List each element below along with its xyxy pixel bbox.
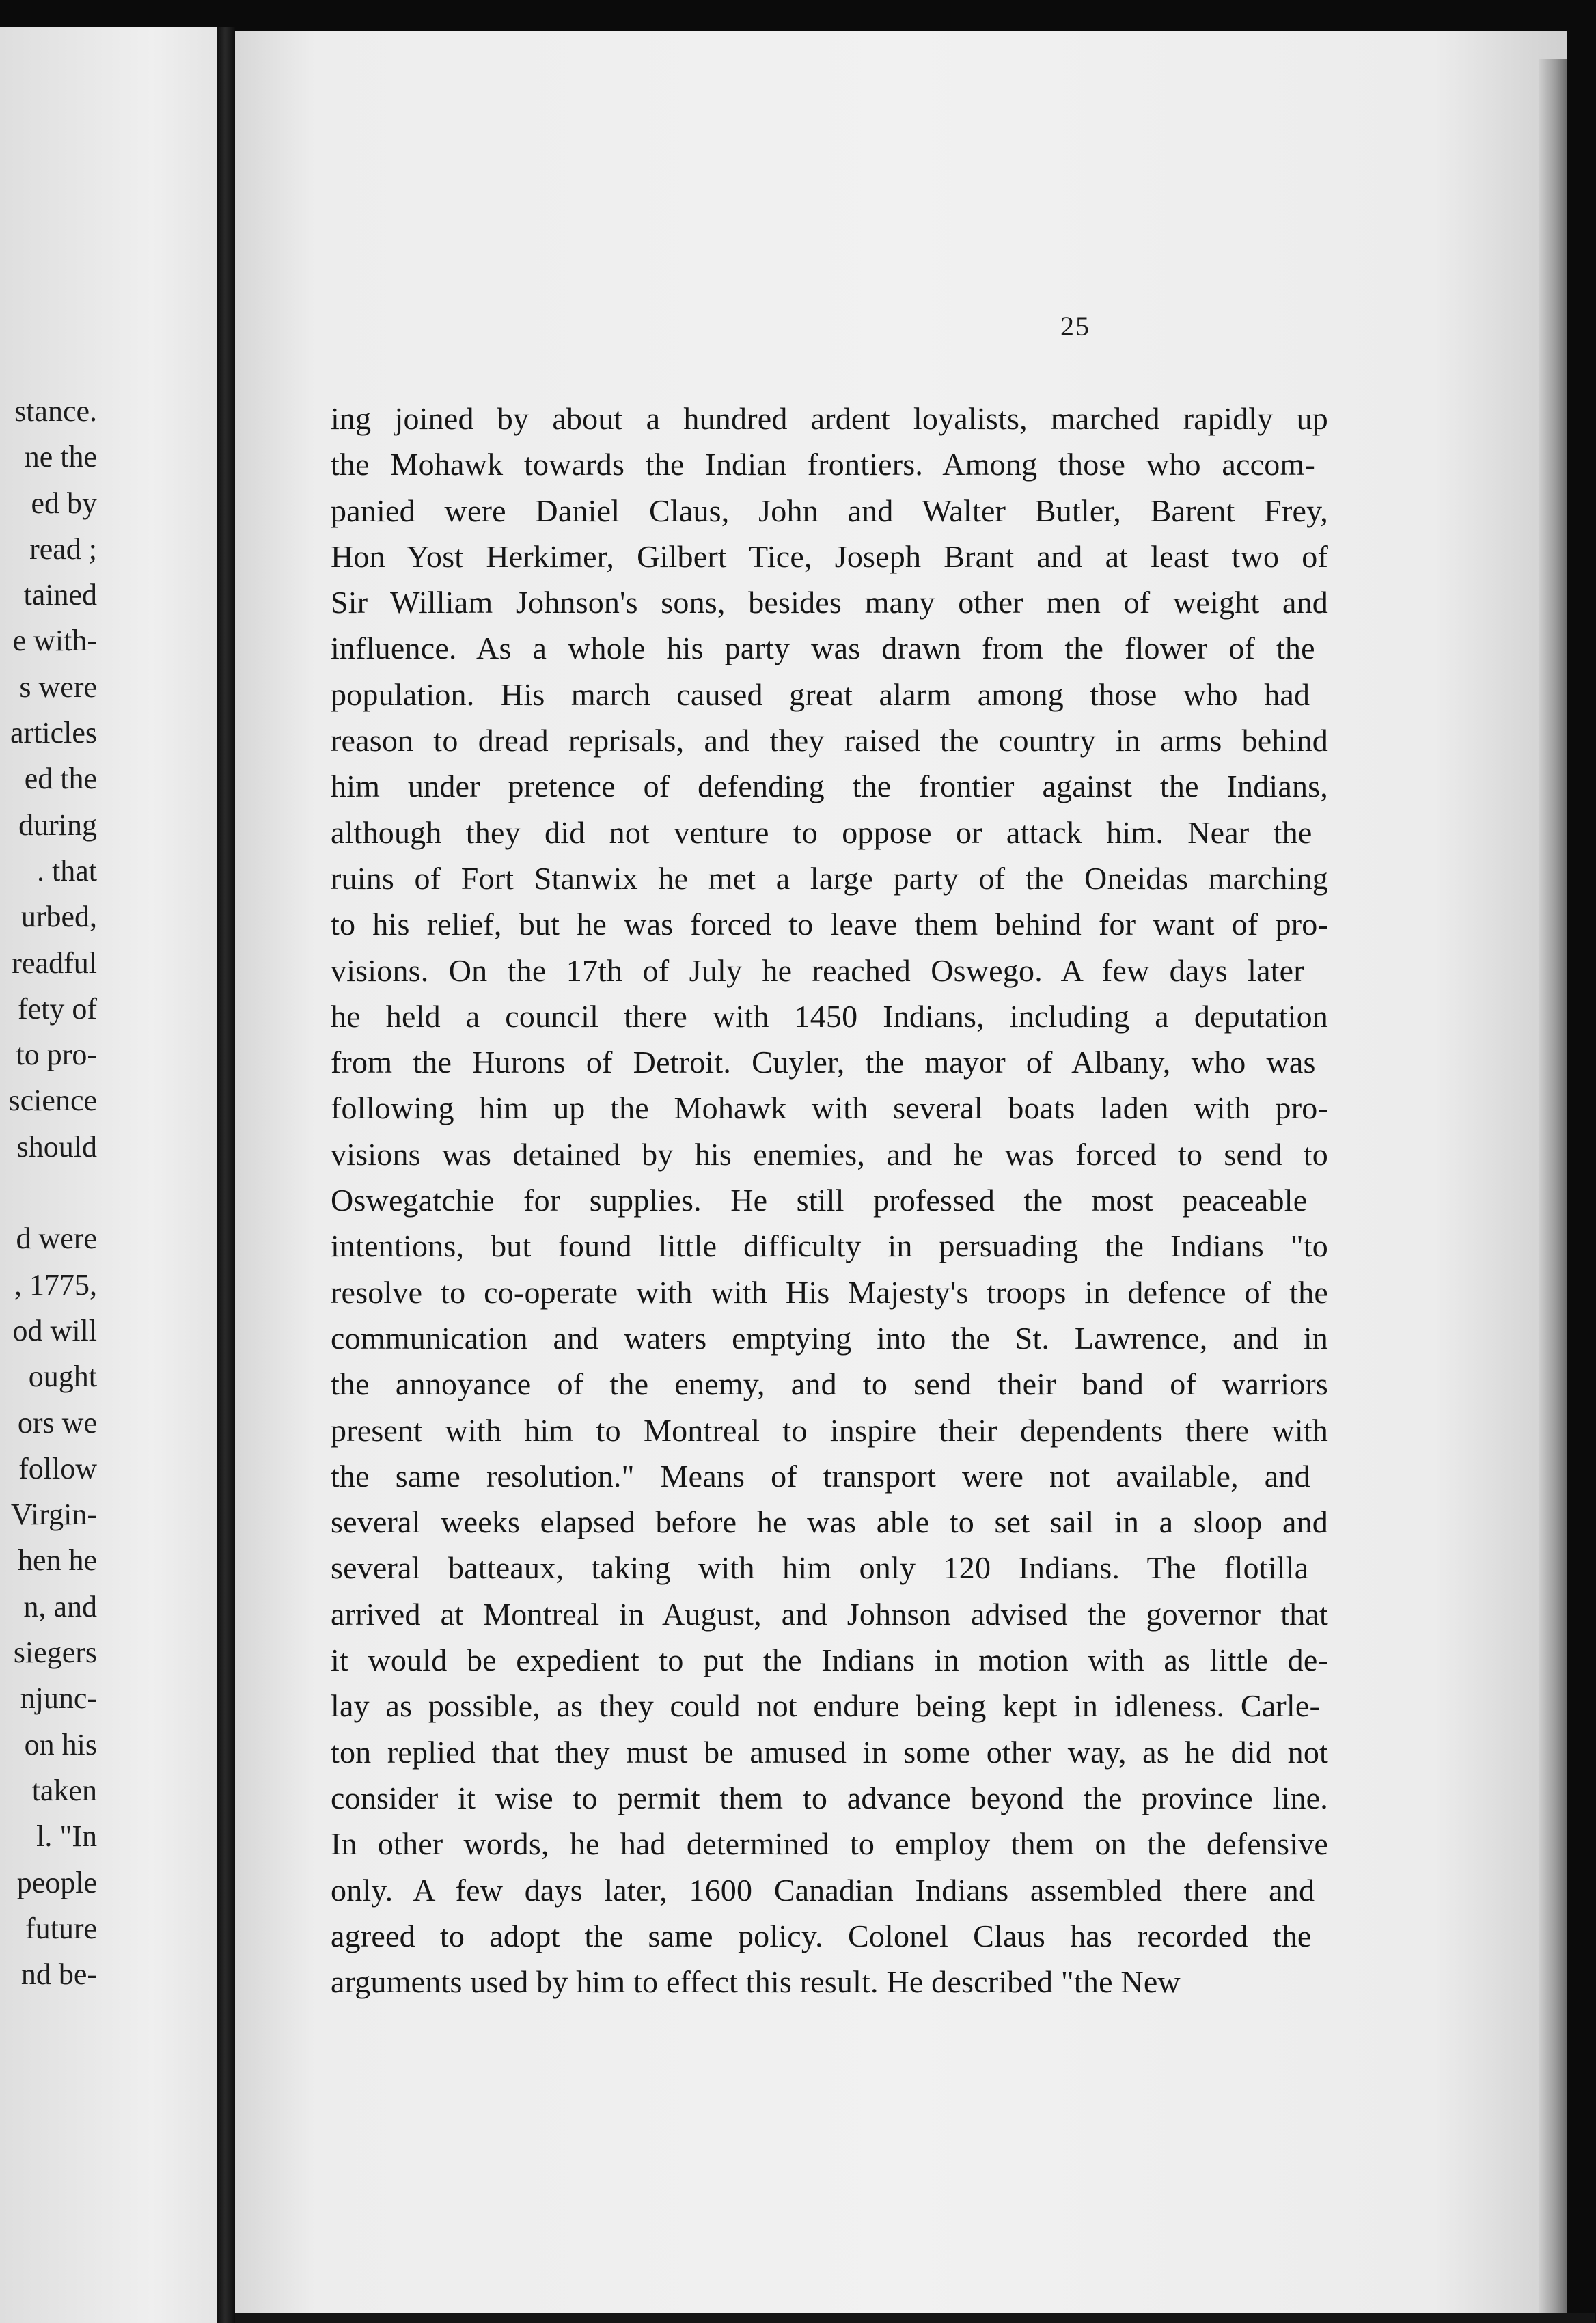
text-line: from the Hurons of Detroit. Cuyler, the mayor of Albany, who was xyxy=(331,1045,1316,1080)
facing-page-line: ne the xyxy=(24,440,97,474)
facing-page-line: l. "In xyxy=(36,1819,97,1854)
text-line: lay as possible, as they could not endure being kept in idleness. Carle- xyxy=(331,1688,1321,1724)
facing-page-line: read ; xyxy=(29,532,97,566)
facing-page-line: siegers xyxy=(13,1636,97,1670)
text-line: panied were Daniel Claus, John and Walter Butler, Barent Frey, xyxy=(331,493,1328,528)
text-line: arrived at Montreal in August, and Johnson advised the governor that xyxy=(331,1596,1328,1632)
text-line: influence. As a whole his party was drawn from the flower of the xyxy=(331,631,1315,666)
facing-page-line: stance. xyxy=(14,394,97,428)
facing-page-line: should xyxy=(16,1129,97,1164)
text-line: it would be expedient to put the Indians in motion with as little de- xyxy=(331,1642,1328,1678)
facing-page-line: science xyxy=(8,1084,97,1118)
text-line: following him up the Mohawk with several boats laden with pro- xyxy=(331,1090,1328,1126)
text-line: visions. On the 17th of July he reached Oswego. A few days later xyxy=(331,952,1304,988)
text-line: to his relief, but he was forced to leave them behind for want of pro- xyxy=(331,907,1328,942)
facing-page xyxy=(0,27,217,2323)
facing-page-line: njunc- xyxy=(20,1681,97,1716)
facing-page-line: future xyxy=(25,1911,97,1945)
facing-page-line: n, and xyxy=(23,1589,97,1623)
facing-page-line: tained xyxy=(23,578,97,612)
facing-page-line: people xyxy=(16,1865,97,1899)
text-line: reason to dread reprisals, and they raised the country in arms behind xyxy=(331,723,1328,758)
facing-page-line: fety of xyxy=(17,991,97,1026)
scan-bottom-edge xyxy=(235,2313,1595,2323)
facing-page-line: ed by xyxy=(31,486,97,520)
facing-page-line: nd be- xyxy=(20,1957,97,1992)
text-line: several weeks elapsed before he was able to set sail in a sloop and xyxy=(331,1504,1328,1540)
facing-page-line xyxy=(0,1170,97,1215)
text-line: resolve to co-operate with with His Majesty's troops in defence of the xyxy=(331,1274,1328,1310)
facing-page-line: urbed, xyxy=(20,900,97,934)
text-line: only. A few days later, 1600 Canadian Indians assembled there and xyxy=(331,1872,1315,1908)
text-line: although they did not venture to oppose or attack him. Near the xyxy=(331,814,1312,850)
facing-page-line: s were xyxy=(19,670,97,704)
text-line: ing joined by about a hundred ardent loyalists, marched rapidly up xyxy=(331,401,1328,436)
book-gutter xyxy=(217,27,235,2323)
facing-page-line: hen he xyxy=(17,1543,97,1578)
text-line: the annoyance of the enemy, and to send their band of warriors xyxy=(331,1366,1328,1402)
page-number: 25 xyxy=(1060,311,1090,342)
text-line: communication and waters emptying into the St. Lawrence, and in xyxy=(331,1320,1328,1356)
facing-page-line: readful xyxy=(12,946,97,980)
facing-page-line: Virgin- xyxy=(10,1498,97,1532)
facing-page-line: articles xyxy=(10,716,97,750)
facing-page-line: , 1775, xyxy=(14,1267,97,1302)
text-line: population. His march caused great alarm among those who had xyxy=(331,676,1310,712)
facing-page-line: on his xyxy=(24,1727,97,1761)
facing-page-line: to pro- xyxy=(16,1038,97,1072)
facing-page-line: follow xyxy=(18,1451,97,1485)
text-line: present with him to Montreal to inspire their dependents there with xyxy=(331,1412,1328,1448)
facing-page-line: d were xyxy=(16,1222,97,1256)
main-page xyxy=(235,31,1567,2313)
text-line: Sir William Johnson's sons, besides many other men of weight and xyxy=(331,585,1328,620)
text-line: he held a council there with 1450 Indians, including a deputation xyxy=(331,998,1328,1034)
facing-page-line: od will xyxy=(12,1313,97,1347)
facing-page-line: during xyxy=(18,808,97,842)
text-line: visions was detained by his enemies, and he was forced to send to xyxy=(331,1136,1328,1172)
facing-page-line: e with- xyxy=(12,624,97,658)
text-line: several batteaux, taking with him only 120 Indians. The flotilla xyxy=(331,1550,1309,1586)
facing-page-line: ed the xyxy=(24,762,97,796)
text-line: agreed to adopt the same policy. Colonel Claus has recorded the xyxy=(331,1918,1312,1953)
facing-page-text xyxy=(0,388,97,1997)
page-body-text xyxy=(331,396,1567,2005)
text-line: arguments used by him to effect this result. He described "the New xyxy=(331,1964,1181,2000)
facing-page-line: . that xyxy=(37,853,97,888)
text-line: intentions, but found little difficulty in persuading the Indians "to xyxy=(331,1228,1328,1264)
facing-page-line: ors we xyxy=(17,1405,97,1440)
text-line: him under pretence of defending the frontier against the Indians, xyxy=(331,769,1328,804)
text-line: consider it wise to permit them to advance beyond the province line. xyxy=(331,1780,1328,1815)
facing-page-line: taken xyxy=(31,1773,97,1807)
text-line: the Mohawk towards the Indian frontiers. Among those who accom- xyxy=(331,447,1315,482)
text-line: Hon Yost Herkimer, Gilbert Tice, Joseph Brant and at least two of xyxy=(331,538,1328,574)
text-line: Oswegatchie for supplies. He still professed the most peaceable xyxy=(331,1183,1308,1218)
text-line: ruins of Fort Stanwix he met a large party of the Oneidas marching xyxy=(331,860,1328,896)
text-line: ton replied that they must be amused in some other way, as he did not xyxy=(331,1734,1328,1770)
facing-page-line: ought xyxy=(28,1360,97,1394)
text-line: In other words, he had determined to employ them on the defensive xyxy=(331,1826,1328,1862)
text-line: the same resolution." Means of transport were not available, and xyxy=(331,1458,1310,1494)
